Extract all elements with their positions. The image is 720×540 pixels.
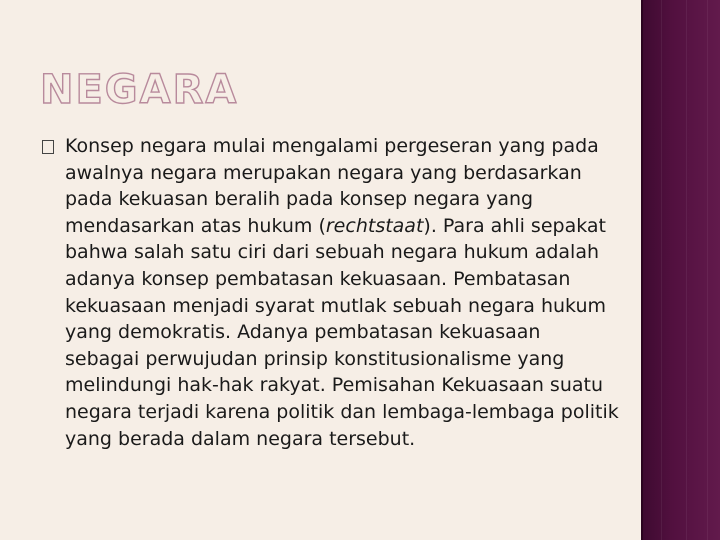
bullet-text <box>65 133 620 452</box>
bullet-text-end: ). Para ahli sepakat bahwa salah satu ciri dari sebuah negara hukum adalah adanya konsep pembatasan kekuasaan. Pembatasan kekuasaan menjadi syarat mutlak sebuah negara hukum yang demokratis. Adanya pembatasan kekuasaan sebagai perwujudan prinsip konstitusionalisme yang melindungi hak-hak rakyat. Pemisahan Kekuasaan suatu negara terjadi karena politik dan lembaga-lembaga politik yang berada dalam negara tersebut. <box>65 214 619 450</box>
slide-content <box>40 133 620 452</box>
bullet-item <box>40 133 620 452</box>
decorative-sidebar <box>641 0 720 540</box>
bullet-text-start: Konsep negara mulai mengalami pergeseran yang pada awalnya negara merupakan negara yang berdasarkan pada kekuasan beralih pada konsep negara yang mendasarkan atas hukum ( <box>65 135 599 237</box>
square-bullet-icon <box>42 140 54 154</box>
slide-title: NEGARA <box>40 67 239 113</box>
bullet-term-rechtstaat: rechtstaat <box>325 214 424 237</box>
